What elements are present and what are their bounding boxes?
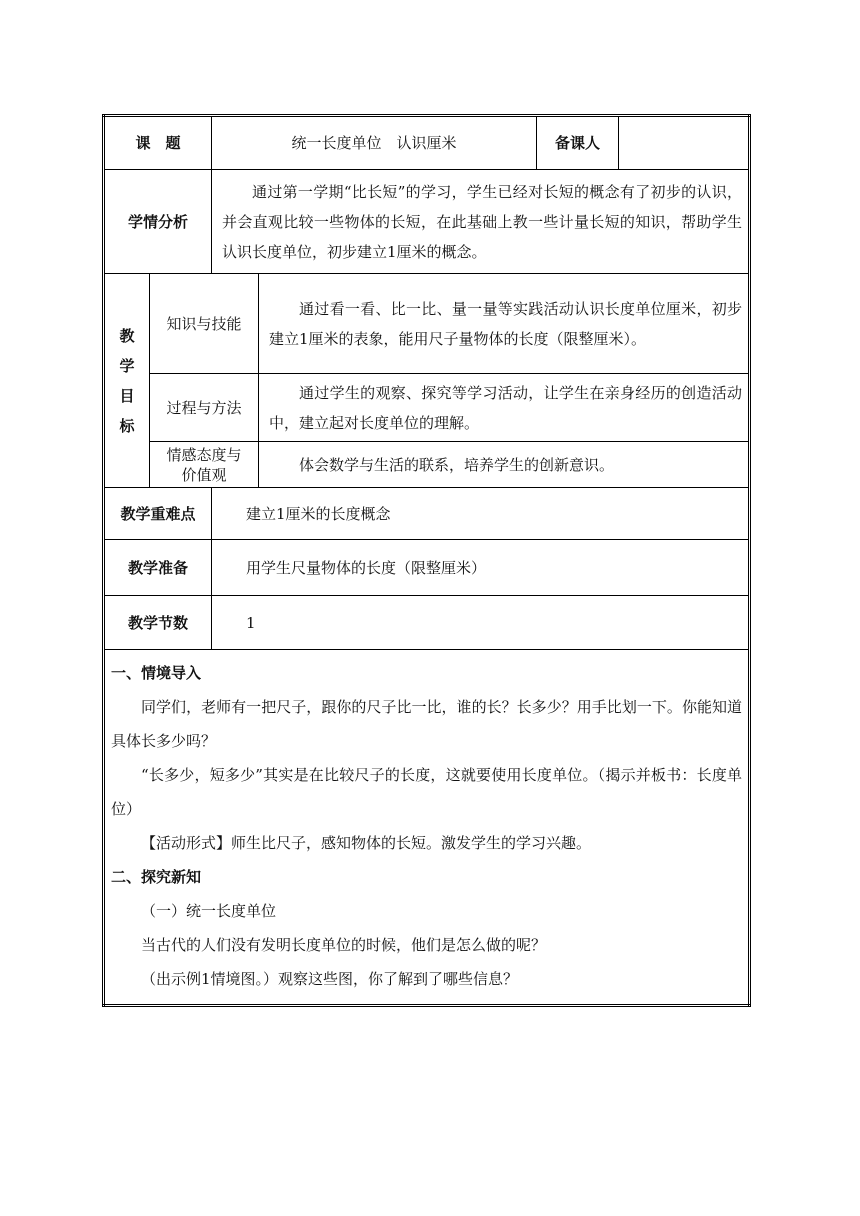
goal-knowledge-label: 知识与技能 [150, 274, 259, 374]
section-intro-paragraph: 同学们，老师有一把尺子，跟你的尺子比一比，谁的长？长多少？用手比划一下。你能知道具体长多少吗？ [111, 698, 743, 750]
section-explore-subtitle: （一）统一长度单位 [141, 902, 277, 920]
section-intro-activity: 【活动形式】师生比尺子，感知物体的长短。激发学生的学习兴趣。 [141, 834, 592, 852]
goal-attitude-label [150, 442, 259, 488]
preparation-value: 用学生尺量物体的长度（限整厘米） [212, 540, 750, 596]
process-body [104, 650, 750, 1006]
section-explore-paragraph: 当古代的人们没有发明长度单位的时候，他们是怎么做的呢？ [141, 936, 547, 954]
process-row [104, 650, 750, 1006]
analysis-row [104, 170, 750, 274]
key-points-value: 建立1厘米的长度概念 [212, 488, 750, 540]
goals-label-char: 教 [119, 326, 135, 345]
topic-label: 课 题 [104, 116, 212, 170]
section-explore-paragraph: （出示例1情境图。）观察这些图，你了解到了哪些信息？ [141, 970, 519, 988]
goal-knowledge-text: 通过看一看、比一比、量一量等实践活动认识长度单位厘米，初步建立1厘米的表象，能用尺子量物体的长度（限整厘米）。 [259, 274, 750, 374]
goals-label-char: 标 [119, 416, 135, 435]
topic-value: 统一长度单位 认识厘米 [212, 116, 537, 170]
analysis-text: 通过第一学期“比长短”的学习，学生已经对长短的概念有了初步的认识，并会直观比较一些物体的长短，在此基础上教一些计量长短的知识，帮助学生认识长度单位，初步建立1厘米的概念。 [212, 170, 750, 274]
goal-row-attitude [104, 442, 750, 488]
preparer-value [619, 116, 750, 170]
analysis-label: 学情分析 [104, 170, 212, 274]
sessions-value: 1 [212, 596, 750, 650]
sessions-label: 教学节数 [104, 596, 212, 650]
goal-attitude-label-line2: 价值观 [181, 465, 227, 484]
topic-row [104, 116, 750, 170]
lesson-plan-table [102, 114, 751, 1007]
goals-label-char: 目 [119, 386, 135, 405]
section-intro-paragraph: “长多少，短多少”其实是在比较尺子的长度，这就要使用长度单位。（揭示并板书：长度单位） [111, 766, 743, 818]
lesson-plan-page [102, 114, 748, 1007]
goal-attitude-text: 体会数学与生活的联系，培养学生的创新意识。 [259, 442, 750, 488]
key-points-label: 教学重难点 [104, 488, 212, 540]
section-explore-title: 二、探究新知 [111, 868, 202, 886]
goals-label [104, 274, 150, 488]
sessions-row [104, 596, 750, 650]
goals-label-char: 学 [119, 356, 135, 375]
goal-attitude-label-line1: 情感态度与 [166, 445, 242, 464]
goal-row-process [104, 374, 750, 442]
section-intro-title: 一、情境导入 [111, 664, 202, 682]
preparation-row [104, 540, 750, 596]
preparer-label: 备课人 [537, 116, 619, 170]
key-points-row [104, 488, 750, 540]
goal-row-knowledge [104, 274, 750, 374]
goal-process-label: 过程与方法 [150, 374, 259, 442]
goal-process-text: 通过学生的观察、探究等学习活动，让学生在亲身经历的创造活动中，建立起对长度单位的理解。 [259, 374, 750, 442]
preparation-label: 教学准备 [104, 540, 212, 596]
